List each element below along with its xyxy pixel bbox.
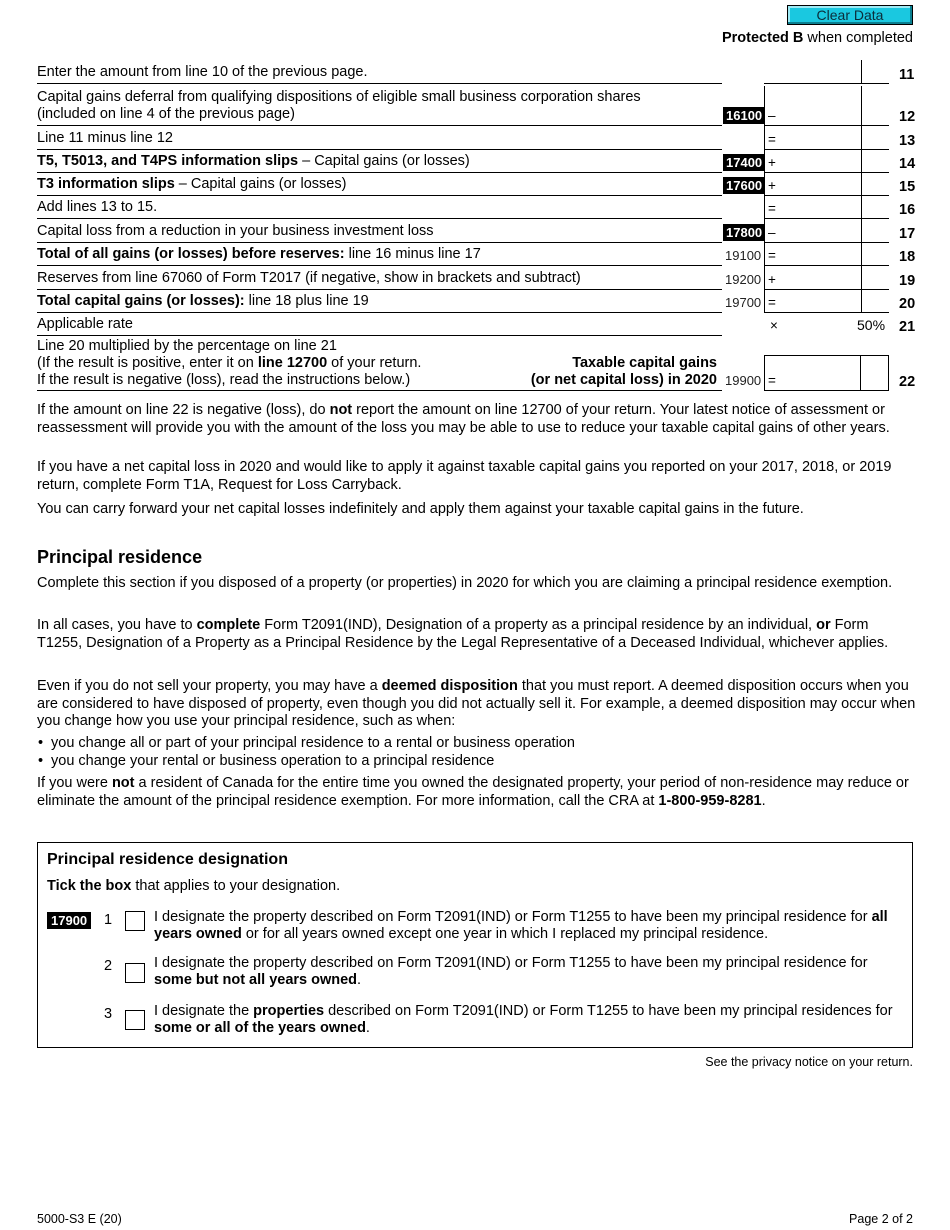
- principal-p3c: that you must report. A deemed disposition occurs when you are considered to have disposed of property, even though you did not actually sell it. For example, a deemed disposition may occur when you change how you use your principal residence, such as when:: [37, 678, 916, 729]
- option-3-text: [154, 1003, 909, 1037]
- line-11-desc: Enter the amount from line 10 of the previous page.: [37, 64, 722, 84]
- principal-p2a: In all cases, you have to: [37, 617, 197, 633]
- line-21-number: 21: [899, 319, 916, 335]
- line-16-desc: Add lines 13 to 15.: [37, 199, 722, 219]
- line-22-label-1: Taxable capital gains: [572, 355, 717, 371]
- line-12-operator: –: [768, 108, 776, 123]
- line-18-code: 19100: [725, 248, 762, 263]
- option-1-text-b: all years owned: [154, 909, 888, 942]
- line-22-code: 19900: [725, 373, 762, 388]
- line-13-desc: Line 11 minus line 12: [37, 130, 722, 150]
- clear-data-button[interactable]: Clear Data: [787, 5, 913, 25]
- line-15-amount-field[interactable]: [764, 172, 889, 196]
- line-17-number: 17: [899, 226, 916, 242]
- line-14-operator: +: [768, 155, 776, 170]
- line-14-amount-field[interactable]: [764, 149, 889, 173]
- line-19-desc: Reserves from line 67060 of Form T2017 (if negative, show in brackets and subtract): [37, 270, 722, 290]
- line-20-amount-field[interactable]: [764, 289, 889, 313]
- note-loss-carryback: If you have a net capital loss in 2020 and would like to apply it against taxable capital gains you reported on your 2017, 2018, or 2019 return, complete Form T1A, Request for Loss Carryback.: [37, 459, 892, 493]
- line-11-number: 11: [899, 67, 915, 83]
- line-22-label-2: (or net capital loss) in 2020: [530, 372, 717, 388]
- option-1-text: [154, 909, 909, 943]
- option-3-text-d: some or all of the years owned: [154, 1020, 366, 1036]
- option-3-text-b: properties: [253, 1003, 325, 1019]
- line-12-number: 12: [899, 109, 916, 125]
- line-20-operator: =: [768, 295, 776, 310]
- line-15-number: 15: [899, 179, 916, 195]
- line-14-desc-bold: T5, T5013, and T4PS information slips: [37, 153, 299, 169]
- principal-residence-designation-box: [37, 842, 913, 1048]
- line-15-desc: [37, 176, 722, 196]
- line-20-desc-rest: line 18 plus line 19: [244, 293, 369, 309]
- line-18: [37, 244, 916, 266]
- principal-bullet-1: • you change all or part of your principal residence to a rental or business operation: [37, 735, 917, 753]
- principal-p1: Complete this section if you disposed of a property (or properties) in 2020 for which you are claiming a principal residence exemption.: [37, 575, 893, 591]
- line-14-code: 17400: [723, 154, 765, 171]
- principal-p2c: Form T2091(IND), Designation of a property as a principal residence by an individual,: [260, 617, 817, 633]
- note-carry-forward: You can carry forward your net capital losses indefinitely and apply them against your taxable capital gains in the future.: [37, 501, 804, 517]
- line-18-amount-field[interactable]: [764, 242, 889, 266]
- line-20: [37, 291, 916, 313]
- line-17-code: 17800: [723, 224, 765, 241]
- principal-p2: [37, 617, 917, 652]
- line-12-amount-field[interactable]: [764, 86, 889, 126]
- protected-b-notice: [722, 30, 913, 46]
- line-22-desc: [37, 338, 507, 391]
- principal-p4a: If you were: [37, 775, 112, 791]
- page-number: Page 2 of 2: [849, 1212, 913, 1226]
- line-15-operator: +: [768, 178, 776, 193]
- principal-p3: [37, 678, 917, 731]
- designation-instr-bold: Tick the box: [47, 878, 132, 894]
- line-12-desc-1: Capital gains deferral from qualifying dispositions of eligible small business corporation shares: [37, 89, 641, 105]
- principal-p4c: a resident of Canada for the entire time you owned the designated property, your period of non-residence may reduce or eliminate the amount of the principal residence exemption. For more information, call the CRA at: [37, 775, 909, 809]
- line-22-desc-3: If the result is negative (loss), read the instructions below.): [37, 372, 411, 388]
- line-22-operator: =: [768, 373, 776, 388]
- line-14-desc: [37, 153, 722, 173]
- line-18-number: 18: [899, 249, 916, 265]
- line-22-desc-2b: line 12700: [257, 355, 328, 371]
- option-2-text-c: .: [357, 972, 362, 988]
- designation-title: Principal residence designation: [47, 851, 288, 868]
- option-3-number: 3: [104, 1006, 113, 1022]
- note-1a: If the amount on line 22 is negative (loss), do: [37, 402, 330, 418]
- principal-p4: [37, 775, 917, 810]
- line-18-desc: [37, 246, 722, 266]
- line-20-code: 19700: [725, 295, 762, 310]
- line-21-desc: Applicable rate: [37, 316, 722, 336]
- line-16-amount-field[interactable]: [764, 195, 889, 219]
- line-22-number: 22: [899, 374, 916, 390]
- line-22-rule: [37, 390, 722, 391]
- line-14-desc-rest: – Capital gains (or losses): [298, 153, 470, 169]
- line-19-amount-field[interactable]: [764, 266, 889, 290]
- protected-b-rest: when completed: [803, 30, 913, 46]
- line-12: [37, 86, 916, 126]
- line-17-amount-field[interactable]: [764, 219, 889, 243]
- line-14: [37, 151, 916, 173]
- option-2-number: 2: [104, 958, 113, 974]
- line-12-desc-2: (included on line 4 of the previous page): [37, 106, 295, 122]
- option-1-text-c: or for all years owned except one year in which I replaced my principal residence.: [241, 926, 769, 942]
- principal-p4b: not: [111, 775, 135, 791]
- cra-phone-number: 1-800-959-8281: [658, 792, 762, 809]
- principal-p2e: Form T1255, Designation of a Property as a Principal Residence by the Legal Representative of a Deceased Individual, whichever applies.: [37, 617, 889, 651]
- principal-bullet-2: • you change your rental or business operation to a principal residence: [37, 753, 917, 771]
- line-15: [37, 174, 916, 196]
- line-22-amount-field[interactable]: [764, 355, 889, 391]
- line-22: [37, 337, 916, 391]
- line-13-amount-field[interactable]: [764, 126, 889, 150]
- line-17-desc: Capital loss from a reduction in your business investment loss: [37, 223, 722, 243]
- option-2-checkbox[interactable]: [125, 963, 145, 983]
- option-2-text-a: I designate the property described on Form T2091(IND) or Form T1255 to have been my principal residence for: [154, 955, 868, 971]
- protected-b-label: Protected B: [721, 30, 804, 46]
- line-20-number: 20: [899, 296, 916, 312]
- designation-code: 17900: [47, 912, 91, 929]
- line-20-desc-bold: Total capital gains (or losses):: [37, 293, 245, 309]
- line-17-operator: –: [768, 225, 776, 240]
- option-1-text-a: I designate the property described on Form T2091(IND) or Form T1255 to have been my principal residence for: [154, 909, 872, 925]
- line-13-number: 13: [899, 133, 916, 149]
- option-3-checkbox[interactable]: [125, 1010, 145, 1030]
- line-22-label: [507, 355, 717, 389]
- line-16: [37, 197, 916, 219]
- line-20-desc: [37, 293, 722, 313]
- principal-p2d: or: [816, 617, 831, 633]
- option-2-text: [154, 955, 909, 989]
- line-21-operator: ×: [770, 318, 778, 333]
- line-18-desc-rest: line 16 minus line 17: [344, 246, 481, 262]
- note-1b: not: [329, 402, 353, 418]
- principal-residence-heading: Principal residence: [37, 547, 203, 567]
- line-11: [37, 62, 913, 84]
- line-21-rate: 50%: [857, 317, 886, 333]
- option-3-text-a: I designate the: [154, 1003, 254, 1019]
- line-21: [37, 314, 916, 336]
- line-22-desc-2c: of your return.: [327, 355, 422, 371]
- line-16-operator: =: [768, 201, 776, 216]
- principal-p3a: Even if you do not sell your property, you may have a: [37, 678, 382, 694]
- option-3-text-c: described on Form T2091(IND) or Form T1255 to have been my principal residences for: [324, 1003, 893, 1019]
- line-19-code: 19200: [725, 272, 762, 287]
- line-15-code: 17600: [723, 177, 765, 194]
- privacy-notice: See the privacy notice on your return.: [705, 1055, 913, 1069]
- line-17: [37, 221, 916, 243]
- note-negative-loss: [37, 402, 917, 437]
- line-13-operator: =: [768, 132, 776, 147]
- line-19-operator: +: [768, 272, 776, 287]
- note-1c: report the amount on line 12700 of your return. Your latest notice of assessment or reassessment will provide you with the amount of the loss you may be able to use to reduce your taxable capital gains of other years.: [37, 402, 890, 436]
- line-15-desc-bold: T3 information slips: [37, 176, 175, 192]
- line-16-number: 16: [899, 202, 916, 218]
- line-11-amount-field[interactable]: [764, 60, 889, 84]
- option-1-number: 1: [104, 912, 113, 928]
- line-18-desc-bold: Total of all gains (or losses) before reserves:: [37, 246, 345, 262]
- line-19: [37, 268, 916, 290]
- line-19-number: 19: [899, 273, 916, 289]
- option-1-checkbox[interactable]: [125, 911, 145, 931]
- line-22-desc-1: Line 20 multiplied by the percentage on line 21: [37, 338, 337, 354]
- principal-p2b: complete: [196, 617, 261, 633]
- line-12-desc: [37, 89, 722, 126]
- designation-instruction: [47, 878, 340, 894]
- line-22-desc-2a: (If the result is positive, enter it on: [37, 355, 258, 371]
- principal-p4e: .: [761, 792, 766, 809]
- option-3-text-e: .: [365, 1020, 370, 1036]
- principal-p3b: deemed disposition: [381, 678, 518, 694]
- line-13: [37, 128, 916, 150]
- line-15-desc-rest: – Capital gains (or losses): [174, 176, 347, 192]
- line-14-number: 14: [899, 156, 916, 172]
- option-2-text-b: some but not all years owned: [154, 972, 358, 988]
- designation-instr-rest: that applies to your designation.: [131, 878, 341, 894]
- form-id: 5000-S3 E (20): [37, 1212, 122, 1226]
- line-12-code: 16100: [723, 107, 765, 124]
- line-18-operator: =: [768, 248, 776, 263]
